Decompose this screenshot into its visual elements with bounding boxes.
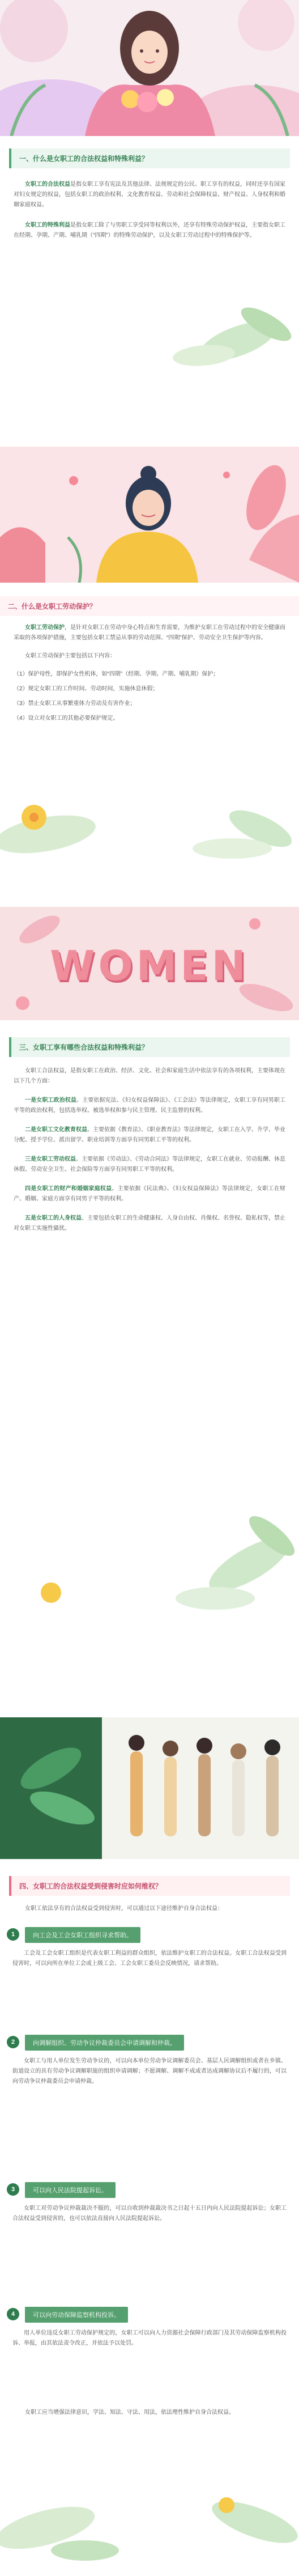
step-2-label: 向调解组织、劳动争议仲裁委员会申请调解和仲裁。 (25, 2035, 184, 2051)
step-1-text: 工会及工会女职工组织是代表女职工利益的群众组织，依法维护女职工的合法权益。女职工合法权益受到侵害时，可以向所在单位工会或上级工会、工会女职工委员会反映情况，请求帮助。 (12, 1950, 287, 1967)
step-1-number: 1 (7, 1928, 19, 1941)
section-4 (0, 1876, 299, 2576)
section-4-intro: 女职工依法享有的合法权益受到侵害时，可以通过以下途径维护自身合法权益： (25, 1906, 223, 1912)
women-banner-text: WOMEN (50, 942, 249, 990)
section-1-heading: 一、什么是女职工的合法权益和特殊利益？ (9, 148, 290, 168)
section-1-para-1: 女职工的合法权益是指女职工享有宪法及其他法律、法规规定的公民、职工享有的权益，同时还享有国家对妇女规定的权益，包括女职工的政治权利、文化教育权益、劳动和社会保障权益、财产权益、人身权利和婚姻家庭权益。 (14, 181, 285, 208)
step-2-number: 2 (7, 2036, 19, 2048)
leaf-decoration-2 (0, 1502, 299, 1627)
section-3-para-4: 三是女职工劳动权益。主要依据《劳动法》、《劳动合同法》等法律规定，女职工在就业、劳动报酬、休息休假、劳动安全卫生、社会保险等方面享有同男职工平等的权利。 (14, 1156, 285, 1173)
step-4-label: 可以向劳动保障监察机构投诉。 (25, 2307, 128, 2323)
section-2-para-1: 女职工劳动保护，是针对女职工在劳动中身心特点和生育需要，为维护女职工在劳动过程中的安全健康而采取的各项保护措施，主要包括女职工禁忌从事的劳动范围、“四期”保护、劳动安全卫生保护等内容。 (14, 625, 285, 641)
section-1 (0, 148, 299, 370)
step-2 (12, 2035, 287, 2087)
footer-leaf-decoration (0, 2460, 299, 2573)
women-group-illustration (0, 1717, 299, 1859)
section-2-item-4: （4）设立对女职工的其他必要保护规定。 (14, 715, 119, 722)
section-2-item-1: （1）保护母性，即保护女性机体，如“四期”（经期、孕期、产期、哺乳期）保护； (14, 671, 219, 677)
women-banner (0, 907, 299, 1020)
step-4-number: 4 (7, 2308, 19, 2320)
section-2-item-3: （3）禁止女职工从事繁重体力劳动及有害作业； (14, 701, 136, 707)
section-3-para-3: 二是女职工文化教育权益。主要依据《教育法》、《职业教育法》等法律规定，女职工在入学、升学、毕业分配、授予学位、派出留学、职业培训等方面享有同男职工平等的权利。 (14, 1127, 285, 1143)
step-4-text: 用人单位违反女职工劳动保护规定的，女职工可以向人力资源社会保障行政部门及其劳动保障监察机构投诉、举报，由其依法责令改正，并依法予以处罚。 (12, 2330, 287, 2346)
section-3-para-2: 一是女职工政治权益。主要依据宪法、《妇女权益保障法》、《工会法》等法律规定，女职工享有同男职工平等的政治权利，包括选举权、被选举权和参与民主管理、民主监督的权利。 (14, 1097, 286, 1114)
section-2-list-intro: 女职工劳动保护主要包括以下内容： (25, 653, 116, 659)
section-4-heading: 四、女职工的合法权益受到侵害时应如何维权？ (9, 1876, 290, 1896)
step-2-text: 女职工与用人单位发生劳动争议的，可以向本单位劳动争议调解委员会、基层人民调解组织或者在乡镇、街道设立的具有劳动争议调解职能的组织申请调解；不愿调解、调解不成或者达成调解协议后不履行的，可以向劳动争议仲裁委员会申请仲裁。 (12, 2058, 287, 2085)
step-3-number: 3 (7, 2183, 19, 2196)
step-1-label: 向工会及工会女职工组织寻求帮助。 (25, 1927, 140, 1943)
section-3-para-1: 女职工合法权益，是指女职工在政治、经济、文化、社会和家庭生活中依法享有的各项权利，主要体现在以下几个方面： (14, 1068, 285, 1084)
section-2-heading: 二、什么是女职工劳动保护？ (0, 596, 299, 616)
step-4 (12, 2307, 287, 2349)
header-illustration (0, 0, 299, 136)
section-4-closing: 女职工应当增强法律意识，学法、知法、守法、用法，依法理性维护自身合法权益。 (25, 2409, 234, 2416)
woman-illustration (0, 447, 299, 583)
step-3-label: 可以向人民法院提起诉讼。 (25, 2182, 116, 2198)
section-1-para-2: 女职工的特殊利益是指女职工除了与男职工享受同等权利以外，还享有特殊劳动保护权益，主要指女职工在经期、孕期、产期、哺乳期（“四期”）的特殊劳动保护，以及女职工劳动过程中的特殊保护等。 (14, 222, 285, 239)
section-2 (0, 596, 299, 868)
section-3-heading: 三、女职工享有哪些合法权益和特殊利益？ (9, 1037, 290, 1057)
section-2-item-2: （2）规定女职工的工作时间、劳动时间，实施休息休假； (14, 686, 159, 692)
section-3-para-5: 四是女职工的财产和婚姻家庭权益。主要依据《民法典》、《妇女权益保障法》等法律规定，女职工在财产、婚姻、家庭方面享有同男子平等的权利。 (14, 1186, 286, 1202)
section-3-para-6: 五是女职工的人身权益。主要包括女职工的生命健康权、人身自由权、肖像权、名誉权、隐私权等，禁止对女职工实施性骚扰。 (14, 1215, 285, 1232)
step-1 (12, 1927, 287, 1969)
leaf-decoration (0, 302, 299, 370)
section-3 (0, 1037, 299, 1649)
step-3-text: 女职工对劳动争议仲裁裁决不服的，可以自收到仲裁裁决书之日起十五日内向人民法院提起诉讼；女职工合法权益受到侵害的，也可以依法直接向人民法院提起诉讼。 (12, 2205, 287, 2222)
step-3 (12, 2182, 287, 2224)
flower-decoration (0, 789, 299, 868)
